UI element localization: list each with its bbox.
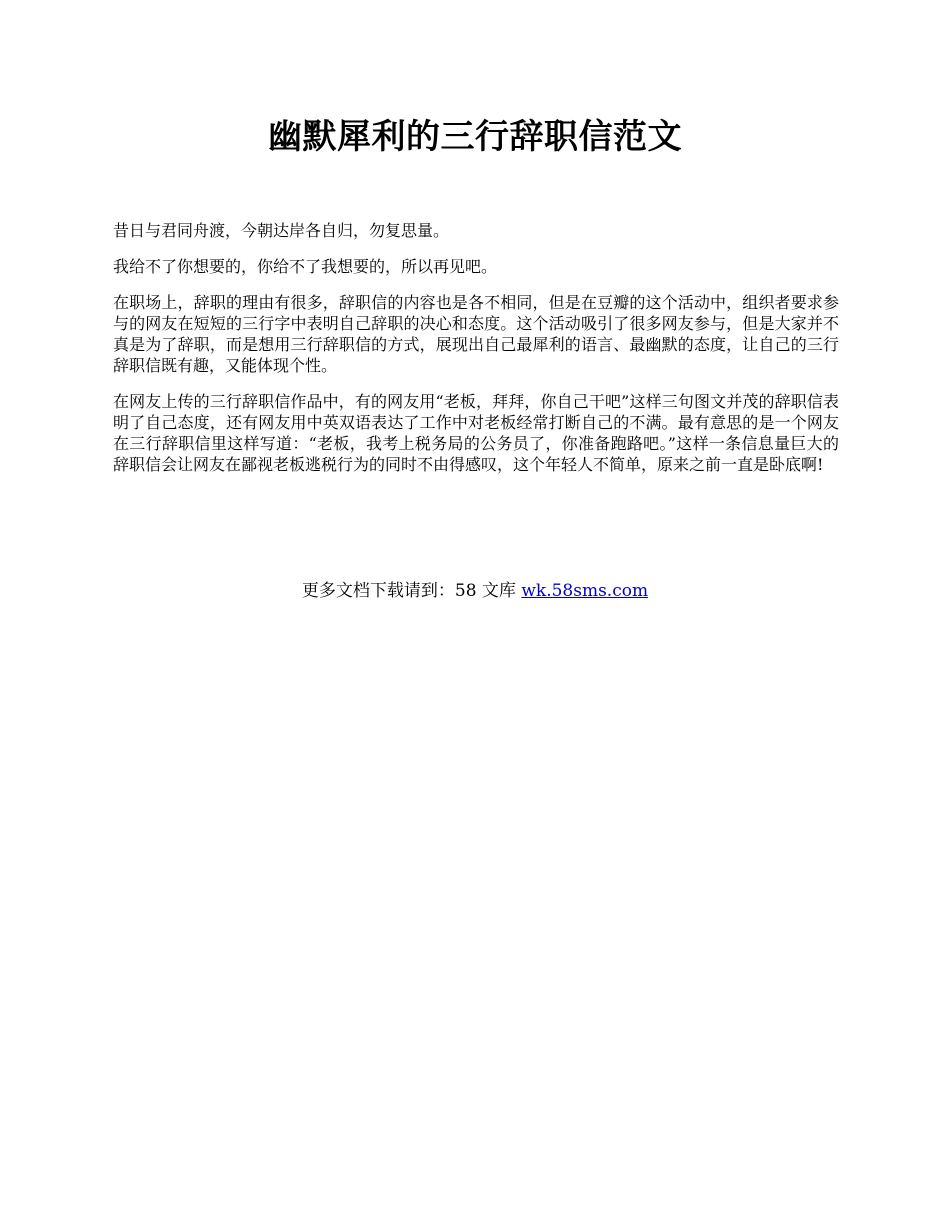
download-footer [0,579,950,603]
footer-prefix-text: 更多文档下载请到：58 文库 [301,581,522,601]
paragraph-3: 在职场上，辞职的理由有很多，辞职信的内容也是各不相同，但是在豆瓣的这个活动中，组织者要求参与的网友在短短的三行字中表明自己辞职的决心和态度。这个活动吸引了很多网友参与，但是大家并不真是为了辞职，而是想用三行辞职信的方式，展现出自己最犀利的语言、最幽默的态度，让自己的三行辞职信既有趣，又能体现个性。 [113,293,839,375]
footer-site-link[interactable]: wk.58sms.com [521,581,649,601]
paragraph-1: 昔日与君同舟渡，今朝达岸各自归，勿复思量。 [113,221,450,240]
document-body [113,220,839,490]
paragraph-4: 在网友上传的三行辞职信作品中，有的网友用“老板，拜拜，你自己干吧”这样三句图文并茂的辞职信表明了自己态度，还有网友用中英双语表达了工作中对老板经常打断自己的不满。最有意思的是一个网友在三行辞职信里这样写道：“老板，我考上税务局的公务员了，你准备跑路吧。”这样一条信息量巨大的辞职信会让网友在鄙视老板逃税行为的同时不由得感叹，这个年轻人不简单，原来之前一直是卧底啊! [113,392,839,474]
paragraph-2: 我给不了你想要的，你给不了我想要的，所以再见吧。 [113,257,498,276]
document-title: 幽默犀利的三行辞职信范文 [268,117,682,157]
